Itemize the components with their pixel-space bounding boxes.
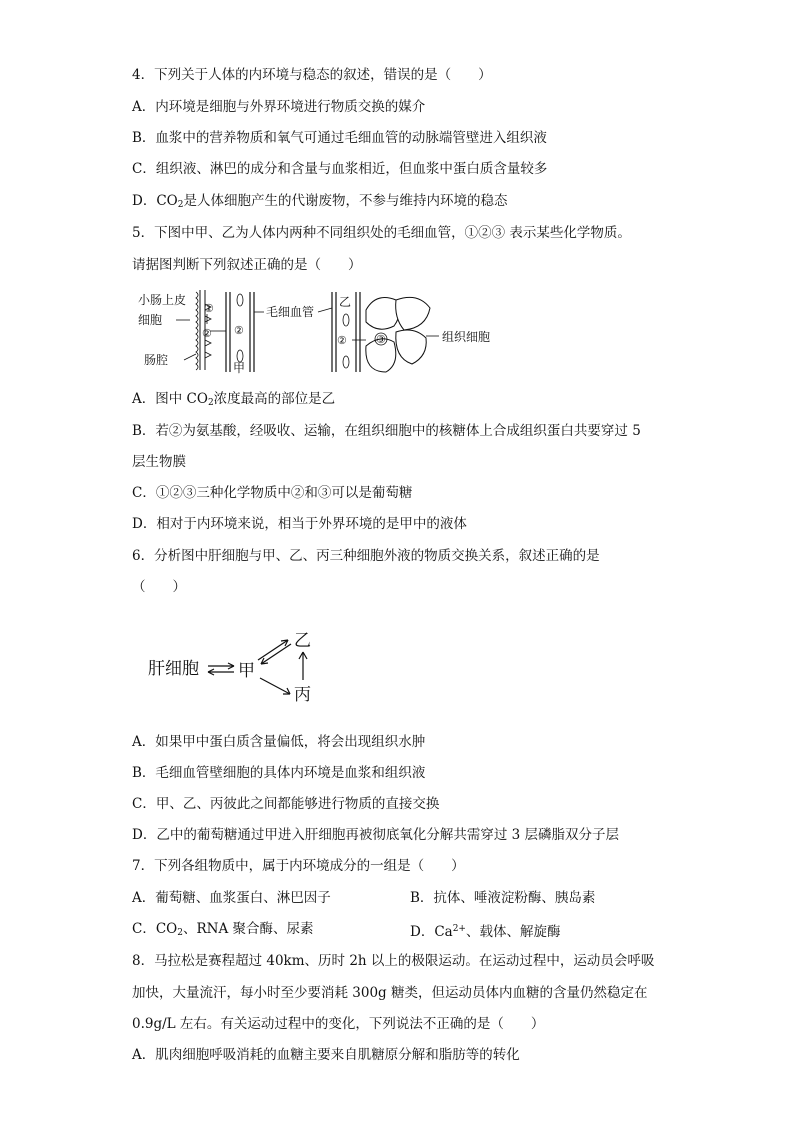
q5-option-a: A．图中 $CO_2$浓度最高的部位是乙: [132, 391, 336, 408]
fig5-label-yi: 乙: [339, 295, 352, 309]
q5-stem-line1: 5．下图中甲、乙为人体内两种不同组织处的毛细血管，①②③ 表示某些化学物质。: [132, 225, 631, 241]
fig5-label-epithelium: 小肠上皮: [138, 293, 187, 307]
q4-option-b: B．血浆中的营养物质和氧气可通过毛细血管的动脉端管壁进入组织液: [132, 130, 547, 146]
fig6-label-jia: 甲: [238, 661, 255, 681]
q7-option-d: D．$Ca^{2+}$、载体、解旋酶: [410, 924, 561, 940]
q5-option-c: C．①②③三种化学物质中②和③可以是葡萄糖: [132, 485, 413, 501]
q4-option-d: D．$CO_2$是人体细胞产生的代谢废物，不参与维持内环境的稳态: [132, 193, 508, 210]
fig6-label-liver-cell: 肝细胞: [148, 659, 199, 679]
fig5-marker-2-right: ②: [337, 334, 347, 347]
q8-stem-line3: 0.9g/L 左右。有关运动过程中的变化，下列说法不正确的是（ ）: [132, 1016, 545, 1032]
q4-stem: 4．下列关于人体的内环境与稳态的叙述，错误的是（ ）: [132, 67, 492, 83]
fig5-label-lumen: 肠腔: [144, 353, 169, 367]
q6-option-c: C．甲、乙、丙彼此之间都能够进行物质的直接交换: [132, 796, 440, 812]
q6-figure: [148, 624, 338, 704]
q6-option-d: D．乙中的葡萄糖通过甲进入肝细胞再被彻底氧化分解共需穿过 3 层磷脂双分子层: [132, 827, 619, 843]
fig5-label-capillary: 毛细血管: [266, 305, 315, 319]
q5-option-d: D．相对于内环境来说，相当于外界环境的是甲中的液体: [132, 516, 467, 532]
q6-stem-line1: 6．分析图中肝细胞与甲、乙、丙三种细胞外液的物质交换关系，叙述正确的是: [132, 548, 600, 564]
q7-option-c: C．$CO_2$、RNA 聚合酶、尿素: [132, 921, 314, 938]
q7-stem: 7．下列各组物质中，属于内环境成分的一组是（ ）: [132, 858, 465, 874]
fig6-label-yi: 乙: [294, 631, 311, 651]
fig6-label-bing: 丙: [294, 685, 311, 704]
q6-stem-line2: （ ）: [132, 579, 186, 595]
q4-option-c: C．组织液、淋巴的成分和含量与血浆相近，但血浆中蛋白质含量较多: [132, 161, 548, 177]
fig5-marker-2-left: ②: [202, 327, 212, 340]
q5-stem-line2: 请据图判断下列叙述正确的是（ ）: [132, 257, 362, 273]
q7-option-a: A．葡萄糖、血浆蛋白、淋巴因子: [132, 890, 331, 906]
q4-option-a: A．内环境是细胞与外界环境进行物质交换的媒介: [132, 99, 426, 115]
q8-option-a: A．肌肉细胞呼吸消耗的血糖主要来自肌糖原分解和脂肪等的转化: [132, 1047, 520, 1063]
fig5-marker-2-mid: ②: [234, 324, 244, 337]
fig5-label-tissue-cell: 组织细胞: [442, 330, 491, 344]
fig5-label-cell: 细胞: [138, 313, 163, 327]
q7-option-b: B．抗体、唾液淀粉酶、胰岛素: [410, 890, 596, 906]
fig5-marker-1: ①: [204, 302, 214, 315]
fig5-marker-3: ③: [376, 333, 386, 346]
q5-option-b-line2: 层生物膜: [132, 454, 186, 470]
q8-stem-line2: 加快，大量流汗，每小时至少要消耗 300g 糖类，但运动员体内血糖的含量仍然稳定在: [132, 985, 648, 1001]
q8-stem-line1: 8．马拉松是赛程超过 40km、历时 2h 以上的极限运动。在运动过程中，运动员会呼吸: [132, 953, 655, 969]
q6-option-b: B．毛细血管壁细胞的具体内环境是血浆和组织液: [132, 765, 426, 781]
q6-option-a: A．如果甲中蛋白质含量偏低，将会出现组织水肿: [132, 734, 426, 750]
q5-option-b-line1: B．若②为氨基酸，经吸收、运输，在组织细胞中的核糖体上合成组织蛋白共要穿过 5: [132, 423, 641, 439]
fig5-label-jia: 甲: [233, 361, 246, 375]
q5-figure: [134, 284, 514, 384]
